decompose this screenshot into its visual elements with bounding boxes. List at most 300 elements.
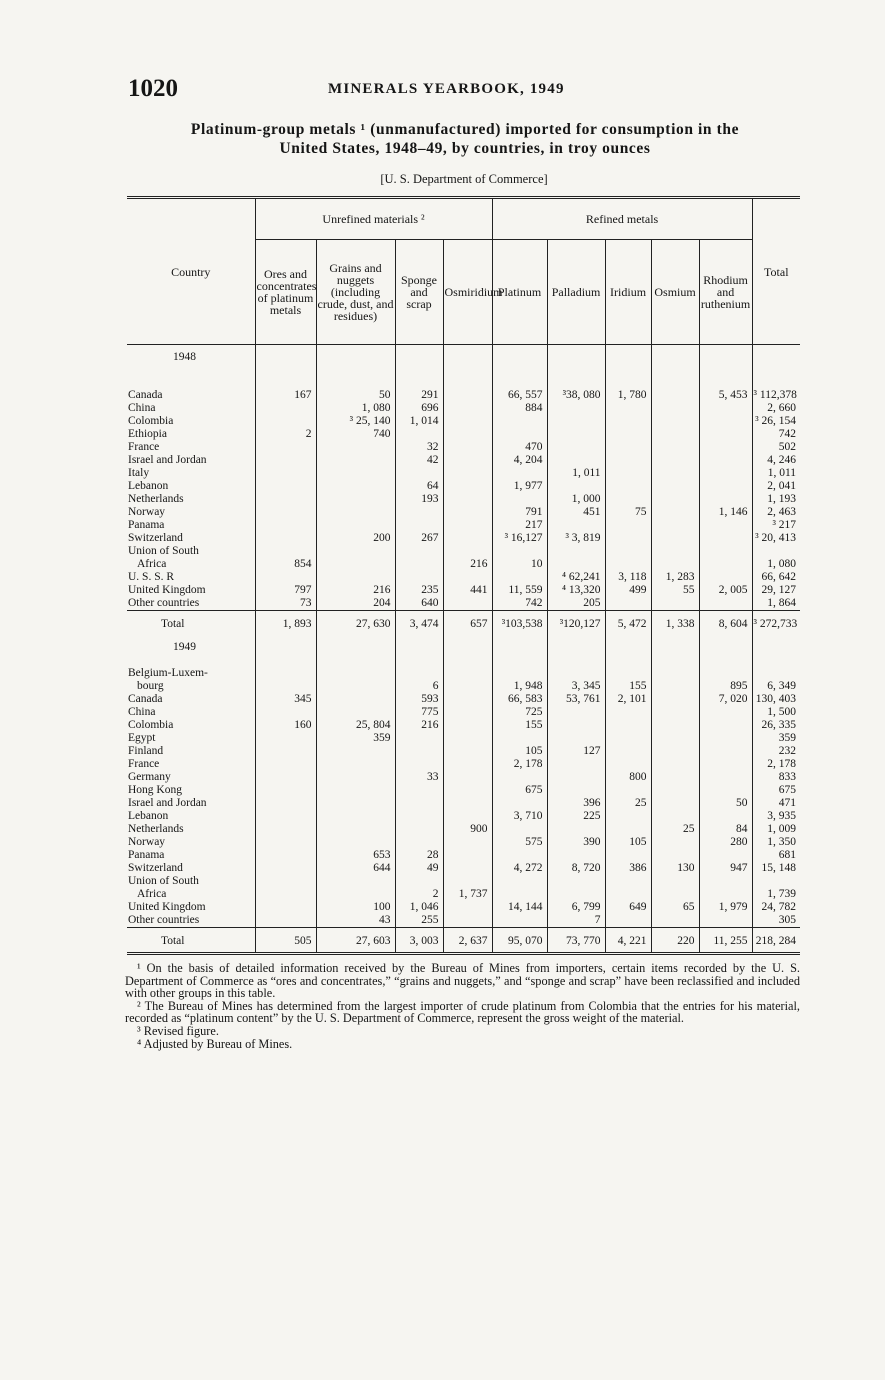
country-cell: Norway: [128, 506, 166, 518]
country-cell: Netherlands: [128, 823, 184, 835]
value-cell-pt: 675: [492, 784, 547, 797]
value-cell-os: [651, 519, 699, 532]
value-cell-total: 29, 127: [752, 584, 800, 597]
value-cell-osm: [443, 680, 492, 693]
value-cell-pd: 53, 761: [547, 693, 605, 706]
table-row: [127, 680, 800, 693]
value-cell-osm: [443, 901, 492, 914]
value-cell-osm: [443, 693, 492, 706]
value-cell-grains: 25, 804: [316, 719, 395, 732]
value-cell-grains: [316, 680, 395, 693]
empty-cell: [316, 545, 395, 558]
table-title-line-1: Platinum-group metals ¹ (unmanufactured) imported for consumption in the: [190, 121, 740, 138]
empty-cell: [651, 667, 699, 680]
value-cell-ir: [605, 415, 651, 428]
value-cell-sponge: [395, 810, 443, 823]
value-cell-osm: [443, 771, 492, 784]
total-cell-os: 220: [651, 928, 699, 954]
total-cell-osm: 2, 637: [443, 928, 492, 954]
value-cell-pd: 8, 720: [547, 862, 605, 875]
value-cell-pt: 575: [492, 836, 547, 849]
empty-cell: [255, 635, 316, 667]
value-cell-sponge: 6: [395, 680, 443, 693]
value-cell-rh: [699, 480, 752, 493]
table-row: [127, 888, 800, 901]
value-cell-ir: [605, 519, 651, 532]
country-cell: Finland: [128, 745, 164, 757]
table-title: [120, 120, 810, 158]
value-cell-pt: 66, 557: [492, 389, 547, 402]
value-cell-ores: [255, 571, 316, 584]
value-cell-ores: [255, 415, 316, 428]
value-cell-total: 2, 041: [752, 480, 800, 493]
table-row: [127, 706, 800, 719]
value-cell-grains: [316, 888, 395, 901]
total-cell-pd: ³120,127: [547, 611, 605, 636]
country-cell: Ethiopia: [128, 428, 167, 440]
value-cell-total: 1, 864: [752, 597, 800, 611]
empty-cell: [395, 377, 443, 389]
empty-cell: [316, 667, 395, 680]
value-cell-pd: [547, 888, 605, 901]
value-cell-pd: 6, 799: [547, 901, 605, 914]
value-cell-ir: 1, 780: [605, 389, 651, 402]
value-cell-pd: 1, 011: [547, 467, 605, 480]
value-cell-os: [651, 532, 699, 545]
value-cell-rh: [699, 493, 752, 506]
table-row: [127, 558, 800, 571]
table-row: [127, 771, 800, 784]
value-cell-pd: ³ 3, 819: [547, 532, 605, 545]
value-cell-ir: [605, 888, 651, 901]
value-cell-rh: [699, 402, 752, 415]
empty-cell: [699, 545, 752, 558]
value-cell-ores: [255, 771, 316, 784]
value-cell-grains: [316, 519, 395, 532]
value-cell-osm: [443, 719, 492, 732]
country-cell: Other countries: [128, 914, 200, 926]
value-cell-rh: [699, 732, 752, 745]
value-cell-pd: [547, 480, 605, 493]
value-cell-rh: [699, 467, 752, 480]
col-header-total: Total: [752, 198, 800, 345]
value-cell-os: [651, 428, 699, 441]
col-header-osmium: Osmium: [651, 240, 699, 345]
value-cell-os: 1, 283: [651, 571, 699, 584]
country-cell: Panama: [128, 519, 165, 531]
footnote-3: ³ Revised figure.: [137, 1023, 219, 1038]
col-header-iridium: Iridium: [605, 240, 651, 345]
empty-cell: [443, 345, 492, 378]
empty-cell: [752, 875, 800, 888]
value-cell-ir: [605, 597, 651, 611]
footnotes: [125, 962, 800, 1050]
value-cell-rh: [699, 415, 752, 428]
value-cell-pt: 470: [492, 441, 547, 454]
table-row: [127, 584, 800, 597]
value-cell-grains: [316, 810, 395, 823]
value-cell-sponge: [395, 836, 443, 849]
empty-cell: [255, 345, 316, 378]
col-header-grains: Grains and nuggets (including crude, dust, and residues): [316, 240, 395, 345]
empty-cell: [547, 545, 605, 558]
value-cell-pd: ³38, 080: [547, 389, 605, 402]
table-row: [127, 467, 800, 480]
value-cell-rh: [699, 719, 752, 732]
value-cell-pt: 742: [492, 597, 547, 611]
value-cell-total: 24, 782: [752, 901, 800, 914]
value-cell-pt: [492, 888, 547, 901]
value-cell-total: 3, 935: [752, 810, 800, 823]
value-cell-sponge: 696: [395, 402, 443, 415]
total-label: Total: [127, 928, 255, 954]
country-cell: Germany: [128, 771, 171, 783]
value-cell-ores: 854: [255, 558, 316, 571]
value-cell-ir: [605, 441, 651, 454]
empty-cell: [492, 667, 547, 680]
total-cell-total: ³ 272,733: [752, 611, 800, 636]
value-cell-pt: 14, 144: [492, 901, 547, 914]
table-row-label: [127, 545, 800, 558]
col-group-refined: Refined metals: [492, 198, 752, 240]
value-cell-pt: 1, 977: [492, 480, 547, 493]
value-cell-pd: 390: [547, 836, 605, 849]
value-cell-pd: 225: [547, 810, 605, 823]
value-cell-rh: 947: [699, 862, 752, 875]
value-cell-sponge: [395, 758, 443, 771]
value-cell-pt: ³ 16,127: [492, 532, 547, 545]
value-cell-pt: 791: [492, 506, 547, 519]
value-cell-osm: [443, 506, 492, 519]
value-cell-total: 305: [752, 914, 800, 928]
value-cell-ores: 160: [255, 719, 316, 732]
value-cell-rh: 7, 020: [699, 693, 752, 706]
value-cell-os: [651, 810, 699, 823]
value-cell-sponge: 1, 014: [395, 415, 443, 428]
value-cell-grains: [316, 745, 395, 758]
value-cell-pt: 725: [492, 706, 547, 719]
value-cell-grains: [316, 506, 395, 519]
value-cell-grains: [316, 823, 395, 836]
country-cell: Switzerland: [128, 532, 183, 544]
value-cell-osm: 216: [443, 558, 492, 571]
value-cell-os: [651, 888, 699, 901]
value-cell-rh: 50: [699, 797, 752, 810]
country-cell: France: [128, 441, 160, 453]
table-row: [127, 732, 800, 745]
value-cell-ores: [255, 745, 316, 758]
value-cell-pt: [492, 771, 547, 784]
value-cell-total: ³ 112,378: [752, 389, 800, 402]
value-cell-os: 25: [651, 823, 699, 836]
empty-cell: [651, 345, 699, 378]
value-cell-pt: 2, 178: [492, 758, 547, 771]
value-cell-osm: [443, 797, 492, 810]
value-cell-ir: 3, 118: [605, 571, 651, 584]
empty-cell: [752, 345, 800, 378]
value-cell-grains: 653: [316, 849, 395, 862]
value-cell-total: 742: [752, 428, 800, 441]
value-cell-rh: [699, 532, 752, 545]
value-cell-ores: [255, 810, 316, 823]
page-header: [128, 75, 800, 105]
empty-cell: [605, 345, 651, 378]
value-cell-grains: [316, 441, 395, 454]
value-cell-os: [651, 693, 699, 706]
value-cell-rh: [699, 745, 752, 758]
value-cell-os: [651, 849, 699, 862]
value-cell-sponge: 267: [395, 532, 443, 545]
value-cell-pd: [547, 758, 605, 771]
value-cell-pd: [547, 519, 605, 532]
table-source: [U. S. Department of Commerce]: [380, 172, 548, 186]
value-cell-rh: [699, 428, 752, 441]
value-cell-ir: [605, 745, 651, 758]
value-cell-grains: [316, 758, 395, 771]
value-cell-ir: [605, 532, 651, 545]
value-cell-pt: [492, 823, 547, 836]
value-cell-total: 675: [752, 784, 800, 797]
value-cell-grains: 1, 080: [316, 402, 395, 415]
empty-cell: [395, 545, 443, 558]
table-title-line-2: United States, 1948–49, by countries, in troy ounces: [279, 140, 651, 157]
value-cell-ores: 2: [255, 428, 316, 441]
value-cell-pd: [547, 428, 605, 441]
value-cell-os: [651, 454, 699, 467]
col-header-rhodium: Rhodium and ruthenium: [699, 240, 752, 345]
value-cell-total: 502: [752, 441, 800, 454]
value-cell-pt: 66, 583: [492, 693, 547, 706]
empty-cell: [752, 545, 800, 558]
country-cell: Norway: [128, 836, 166, 848]
year-label: 1948: [173, 351, 196, 363]
value-cell-osm: [443, 480, 492, 493]
value-cell-grains: [316, 771, 395, 784]
footnote-1: ¹ On the basis of detailed information received by the Bureau of Mines from importers, certain items recorded by the U. S. Department of Commerce as “ores and concentrates,” “grains and nuggets,” and “sponge and scrap” have been reclassified and included with other groups in this table.: [125, 961, 800, 1001]
value-cell-os: [651, 719, 699, 732]
empty-cell: [255, 875, 316, 888]
table-row: [127, 823, 800, 836]
table-row: [127, 519, 800, 532]
value-cell-ores: [255, 836, 316, 849]
value-cell-pd: [547, 719, 605, 732]
empty-cell: [547, 635, 605, 667]
empty-cell: [699, 875, 752, 888]
country-cell: Canada: [128, 389, 163, 401]
value-cell-ores: [255, 519, 316, 532]
value-cell-ir: [605, 823, 651, 836]
value-cell-os: 130: [651, 862, 699, 875]
value-cell-pd: [547, 454, 605, 467]
value-cell-grains: [316, 836, 395, 849]
value-cell-pd: [547, 441, 605, 454]
total-cell-sponge: 3, 474: [395, 611, 443, 636]
running-title: MINERALS YEARBOOK, 1949: [328, 81, 565, 97]
table-row: [127, 415, 800, 428]
table-row: [127, 836, 800, 849]
value-cell-pd: 7: [547, 914, 605, 928]
country-cell: Lebanon: [128, 480, 169, 492]
empty-cell: [605, 667, 651, 680]
spacer-row: [127, 377, 800, 389]
value-cell-pt: [492, 467, 547, 480]
value-cell-osm: [443, 849, 492, 862]
value-cell-rh: [699, 914, 752, 928]
value-cell-osm: [443, 810, 492, 823]
total-cell-pd: 73, 770: [547, 928, 605, 954]
empty-cell: [316, 377, 395, 389]
value-cell-total: 2, 463: [752, 506, 800, 519]
value-cell-sponge: [395, 558, 443, 571]
value-cell-os: [651, 914, 699, 928]
value-cell-os: [651, 415, 699, 428]
value-cell-os: 55: [651, 584, 699, 597]
value-cell-pd: 1, 000: [547, 493, 605, 506]
value-cell-ores: 345: [255, 693, 316, 706]
value-cell-sponge: 216: [395, 719, 443, 732]
empty-cell: [547, 345, 605, 378]
total-cell-ir: 4, 221: [605, 928, 651, 954]
value-cell-grains: 740: [316, 428, 395, 441]
value-cell-pt: 1, 948: [492, 680, 547, 693]
country-cell: China: [128, 706, 156, 718]
value-cell-sponge: 49: [395, 862, 443, 875]
value-cell-total: 2, 178: [752, 758, 800, 771]
table-row: [127, 745, 800, 758]
value-cell-osm: [443, 441, 492, 454]
value-cell-pt: [492, 914, 547, 928]
country-cell: Colombia: [128, 415, 174, 427]
total-cell-rh: 8, 604: [699, 611, 752, 636]
value-cell-sponge: 193: [395, 493, 443, 506]
value-cell-sponge: 64: [395, 480, 443, 493]
value-cell-ores: [255, 402, 316, 415]
table-row: [127, 532, 800, 545]
value-cell-os: [651, 389, 699, 402]
total-cell-osm: 657: [443, 611, 492, 636]
value-cell-os: [651, 467, 699, 480]
table-row: [127, 493, 800, 506]
country-cell: Africa: [137, 888, 167, 900]
value-cell-rh: [699, 888, 752, 901]
empty-cell: [547, 377, 605, 389]
value-cell-rh: [699, 758, 752, 771]
value-cell-grains: 359: [316, 732, 395, 745]
value-cell-total: 15, 148: [752, 862, 800, 875]
table-row: [127, 810, 800, 823]
value-cell-os: [651, 506, 699, 519]
value-cell-total: 359: [752, 732, 800, 745]
value-cell-pt: 884: [492, 402, 547, 415]
value-cell-rh: 1, 979: [699, 901, 752, 914]
value-cell-ir: 800: [605, 771, 651, 784]
empty-cell: [395, 345, 443, 378]
value-cell-total: 1, 080: [752, 558, 800, 571]
value-cell-os: [651, 758, 699, 771]
value-cell-ores: 73: [255, 597, 316, 611]
value-cell-ores: [255, 680, 316, 693]
table-row: [127, 441, 800, 454]
value-cell-ores: [255, 784, 316, 797]
country-cell: Belgium-Luxem-: [128, 667, 208, 679]
value-cell-sponge: [395, 571, 443, 584]
empty-cell: [651, 635, 699, 667]
value-cell-ores: [255, 849, 316, 862]
value-cell-osm: 441: [443, 584, 492, 597]
value-cell-osm: [443, 862, 492, 875]
table-row: [127, 784, 800, 797]
value-cell-os: 65: [651, 901, 699, 914]
empty-cell: [605, 635, 651, 667]
empty-cell: [651, 545, 699, 558]
empty-cell: [316, 345, 395, 378]
value-cell-grains: 100: [316, 901, 395, 914]
table-row: [127, 480, 800, 493]
value-cell-ores: [255, 493, 316, 506]
country-cell: Africa: [137, 558, 167, 570]
table-body: [127, 345, 800, 954]
value-cell-ores: [255, 732, 316, 745]
empty-cell: [395, 667, 443, 680]
value-cell-sponge: 775: [395, 706, 443, 719]
value-cell-ores: [255, 467, 316, 480]
value-cell-pt: [492, 571, 547, 584]
imports-table: [127, 196, 800, 955]
value-cell-rh: 84: [699, 823, 752, 836]
value-cell-pd: 396: [547, 797, 605, 810]
value-cell-osm: [443, 706, 492, 719]
total-cell-os: 1, 338: [651, 611, 699, 636]
value-cell-ores: [255, 441, 316, 454]
value-cell-osm: [443, 402, 492, 415]
value-cell-osm: 900: [443, 823, 492, 836]
value-cell-pt: 105: [492, 745, 547, 758]
value-cell-os: [651, 480, 699, 493]
value-cell-osm: [443, 493, 492, 506]
table-row: [127, 454, 800, 467]
value-cell-sponge: 32: [395, 441, 443, 454]
empty-cell: [492, 345, 547, 378]
value-cell-pd: [547, 402, 605, 415]
value-cell-pd: 451: [547, 506, 605, 519]
value-cell-sponge: [395, 467, 443, 480]
table-row: [127, 597, 800, 611]
value-cell-pd: [547, 771, 605, 784]
col-header-palladium: Palladium: [547, 240, 605, 345]
value-cell-ores: [255, 758, 316, 771]
empty-cell: [316, 635, 395, 667]
value-cell-pt: 155: [492, 719, 547, 732]
total-row: [127, 928, 800, 954]
empty-cell: [443, 635, 492, 667]
value-cell-total: ³ 26, 154: [752, 415, 800, 428]
value-cell-os: [651, 441, 699, 454]
value-cell-osm: [443, 758, 492, 771]
empty-cell: [605, 377, 651, 389]
value-cell-ores: [255, 823, 316, 836]
value-cell-rh: [699, 454, 752, 467]
value-cell-total: 1, 350: [752, 836, 800, 849]
value-cell-os: [651, 680, 699, 693]
value-cell-ir: [605, 914, 651, 928]
value-cell-rh: 2, 005: [699, 584, 752, 597]
country-cell: Netherlands: [128, 493, 184, 505]
table-row: [127, 901, 800, 914]
value-cell-ir: 2, 101: [605, 693, 651, 706]
value-cell-ir: [605, 467, 651, 480]
empty-cell: [443, 667, 492, 680]
empty-cell: [605, 545, 651, 558]
